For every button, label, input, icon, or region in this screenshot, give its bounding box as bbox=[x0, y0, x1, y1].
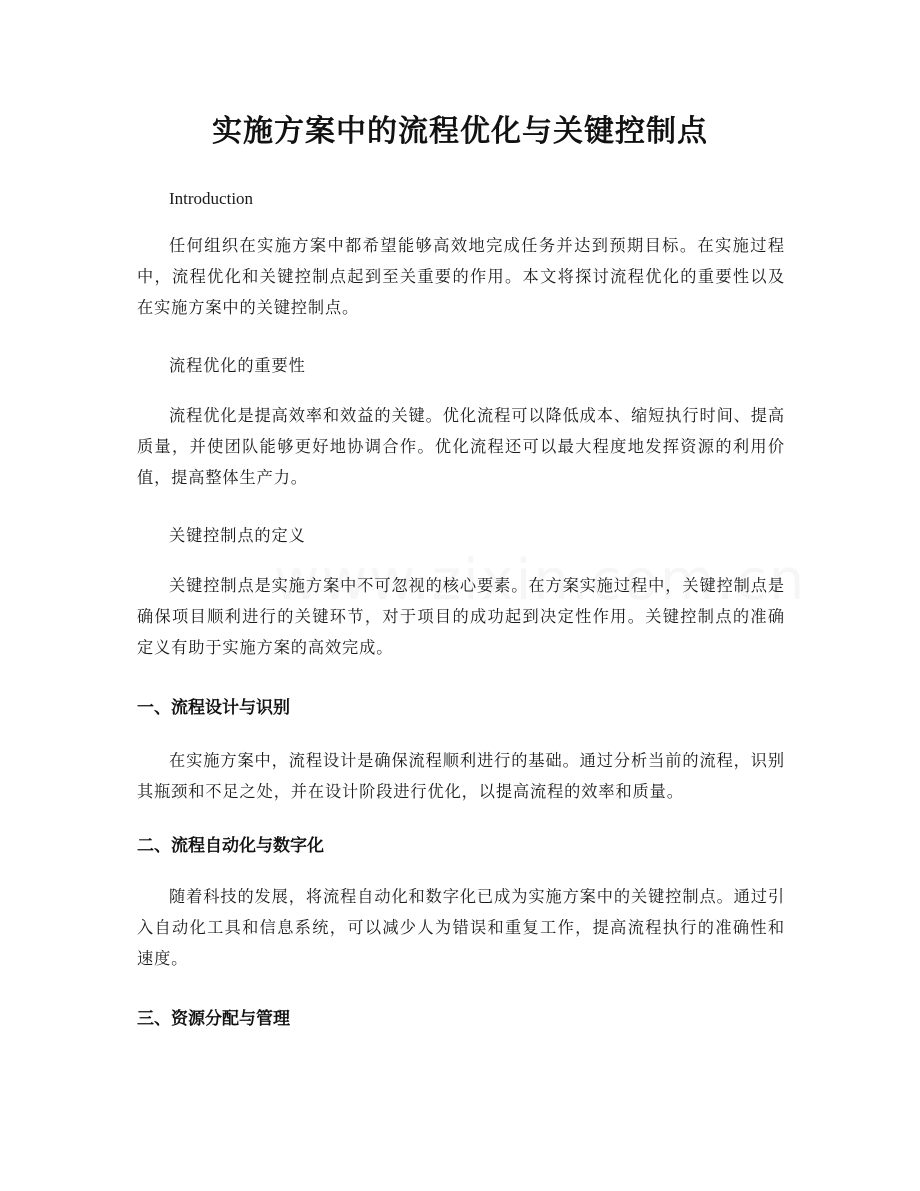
section-2-paragraph: 随着科技的发展，将流程自动化和数字化已成为实施方案中的关键控制点。通过引入自动化工具和信息系统，可以减少人为错误和重复工作，提高流程执行的准确性和速度。 bbox=[137, 887, 785, 968]
intro-paragraph: 任何组织在实施方案中都希望能够高效地完成任务并达到预期目标。在实施过程中，流程优化和关键控制点起到至关重要的作用。本文将探讨流程优化的重要性以及在实施方案中的关键控制点。 bbox=[137, 236, 785, 317]
control-point-heading: 关键控制点的定义 bbox=[169, 526, 306, 545]
intro-heading: Introduction bbox=[169, 189, 254, 208]
importance-heading: 流程优化的重要性 bbox=[169, 356, 306, 375]
control-point-paragraph: 关键控制点是实施方案中不可忽视的核心要素。在方案实施过程中，关键控制点是确保项目顺利进行的关键环节，对于项目的成功起到决定性作用。关键控制点的准确定义有助于实施方案的高效完成。 bbox=[137, 576, 785, 657]
importance-paragraph: 流程优化是提高效率和效益的关键。优化流程可以降低成本、缩短执行时间、提高质量，并使团队能够更好地协调合作。优化流程还可以最大程度地发挥资源的利用价值，提高整体生产力。 bbox=[137, 406, 785, 487]
section-3-heading: 三、资源分配与管理 bbox=[137, 1009, 290, 1029]
document-title: 实施方案中的流程优化与关键控制点 bbox=[212, 114, 708, 149]
section-2-heading: 二、流程自动化与数字化 bbox=[137, 836, 324, 856]
section-1-heading: 一、流程设计与识别 bbox=[137, 698, 290, 718]
section-1-paragraph: 在实施方案中，流程设计是确保流程顺利进行的基础。通过分析当前的流程，识别其瓶颈和不足之处，并在设计阶段进行优化，以提高流程的效率和质量。 bbox=[137, 751, 785, 801]
